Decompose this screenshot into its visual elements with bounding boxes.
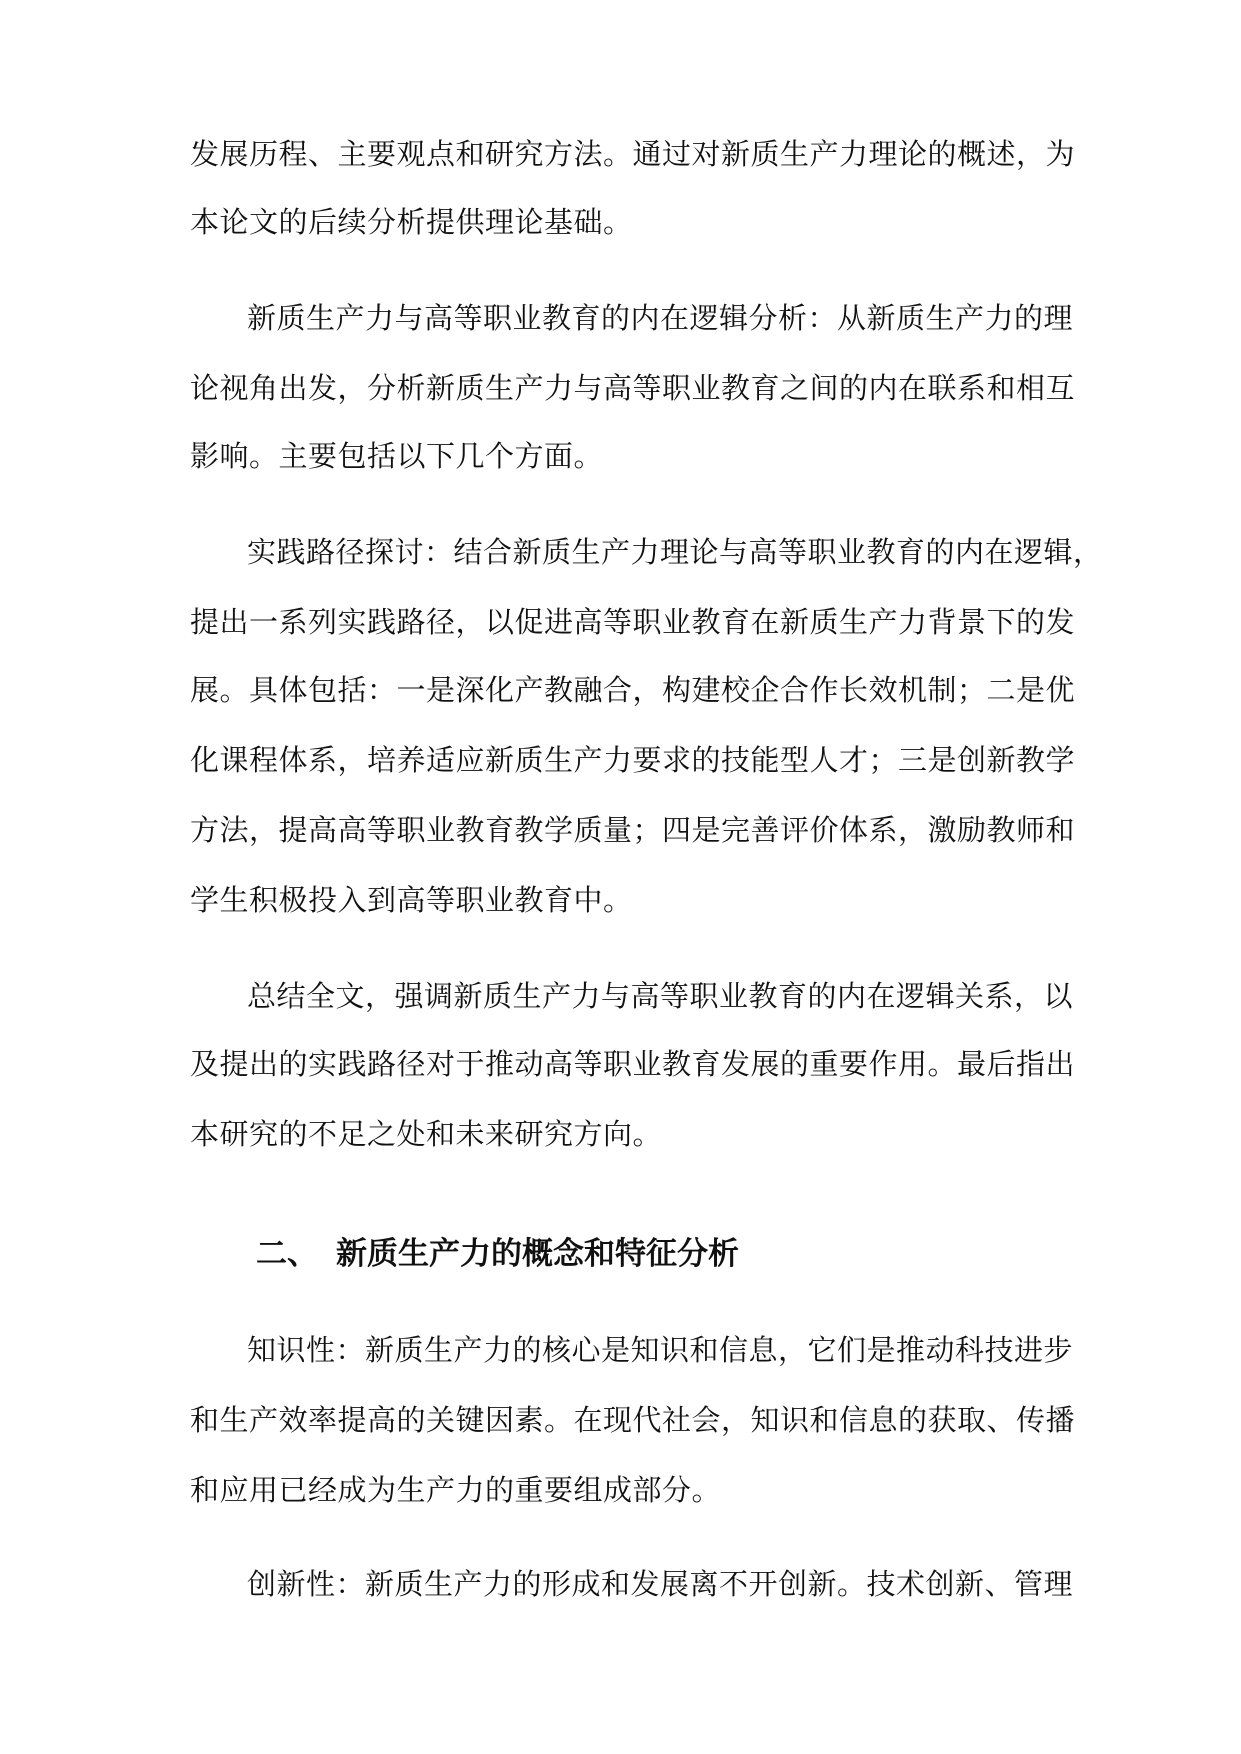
paragraph-line: 学生积极投入到高等职业教育中。 [190,883,633,917]
paragraph-line: 论视角出发，分析新质生产力与高等职业教育之间的内在联系和相互 [190,371,1076,405]
paragraph-line: 本研究的不足之处和未来研究方向。 [190,1117,663,1151]
paragraph-line: 创新性：新质生产力的形成和发展离不开创新。技术创新、管理 [247,1567,1074,1601]
paragraph-line: 提出一系列实践路径，以促进高等职业教育在新质生产力背景下的发 [190,605,1076,639]
section-title: 新质生产力的概念和特征分析 [336,1236,739,1272]
paragraph-line: 和生产效率提高的关键因素。在现代社会，知识和信息的获取、传播 [190,1403,1076,1437]
paragraph-line: 发展历程、主要观点和研究方法。通过对新质生产力理论的概述，为 [190,137,1076,171]
paragraph-line: 总结全文，强调新质生产力与高等职业教育的内在逻辑关系，以 [247,979,1074,1013]
paragraph-line: 知识性：新质生产力的核心是知识和信息，它们是推动科技进步 [247,1333,1074,1367]
paragraph-line: 实践路径探讨：结合新质生产力理论与高等职业教育的内在逻辑， [247,535,1103,569]
paragraph-line: 本论文的后续分析提供理论基础。 [190,205,633,239]
paragraph-line: 和应用已经成为生产力的重要组成部分。 [190,1473,722,1507]
section-number: 二、 [256,1236,318,1272]
paragraph-line: 及提出的实践路径对于推动高等职业教育发展的重要作用。最后指出 [190,1047,1076,1081]
section-heading [256,1230,1056,1278]
paragraph-line: 新质生产力与高等职业教育的内在逻辑分析：从新质生产力的理 [247,301,1074,335]
paragraph-line: 化课程体系，培养适应新质生产力要求的技能型人才；三是创新教学 [190,743,1076,777]
paragraph-line: 影响。主要包括以下几个方面。 [190,439,604,473]
paragraph-line: 方法，提高高等职业教育教学质量；四是完善评价体系，激励教师和 [190,813,1076,847]
paragraph-line: 展。具体包括：一是深化产教融合，构建校企合作长效机制；二是优 [190,673,1076,707]
